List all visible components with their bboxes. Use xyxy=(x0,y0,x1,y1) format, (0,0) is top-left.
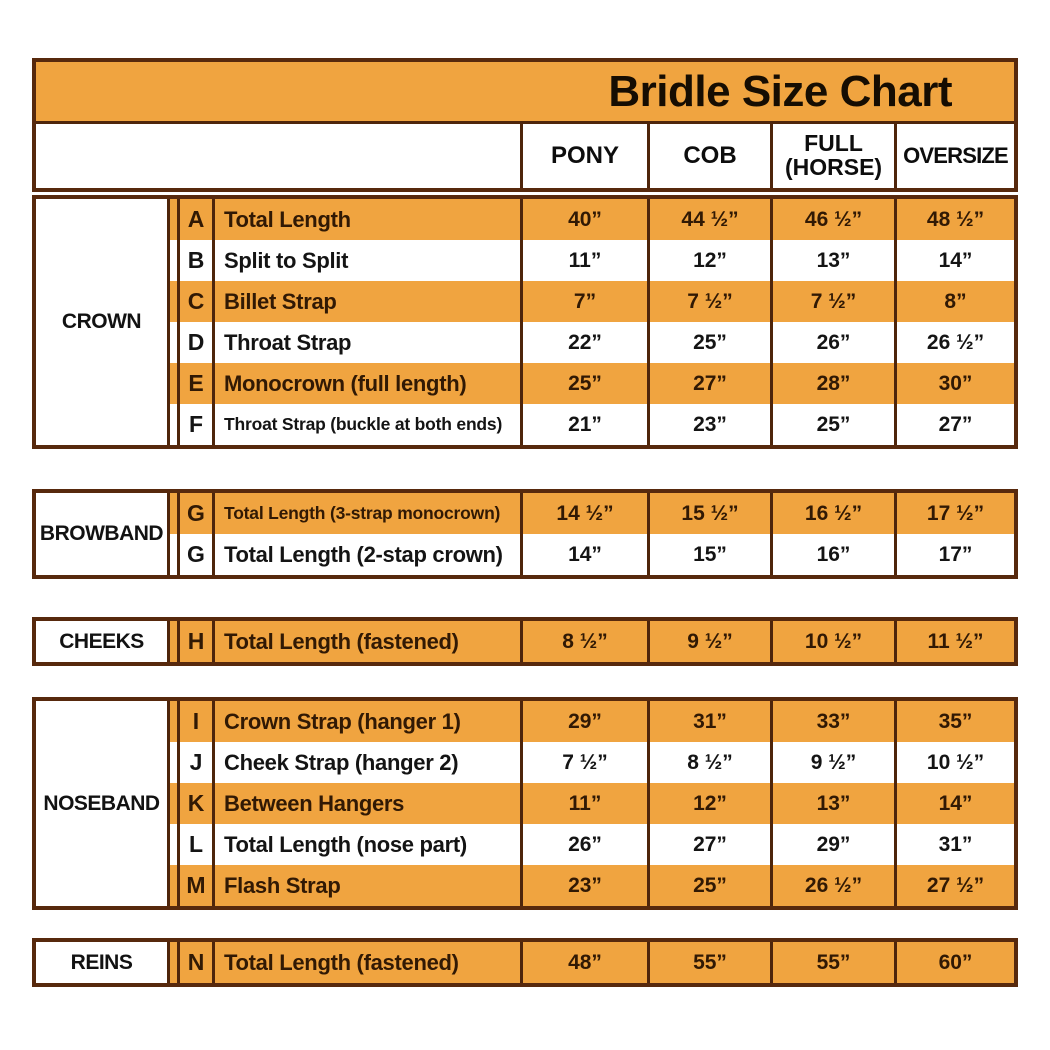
row-spacer xyxy=(170,363,177,404)
row-value-full-horse: 10 ½” xyxy=(770,621,894,662)
row-value-cob: 15” xyxy=(647,534,770,575)
row-value-oversize: 27” xyxy=(894,404,1014,445)
row-letter: N xyxy=(177,942,212,983)
size-sections xyxy=(32,195,1018,987)
table-row xyxy=(170,493,1014,534)
row-value-pony: 11” xyxy=(520,240,647,281)
row-value-oversize: 11 ½” xyxy=(894,621,1014,662)
row-value-full-horse: 28” xyxy=(770,363,894,404)
row-spacer xyxy=(170,701,177,742)
section-cheeks xyxy=(32,617,1018,666)
row-letter: E xyxy=(177,363,212,404)
row-value-oversize: 31” xyxy=(894,824,1014,865)
row-spacer xyxy=(170,281,177,322)
chart-header-block xyxy=(32,58,1018,192)
row-value-full-horse: 13” xyxy=(770,783,894,824)
row-spacer xyxy=(170,404,177,445)
row-value-full-horse: 16” xyxy=(770,534,894,575)
row-description: Billet Strap xyxy=(212,281,520,322)
row-value-pony: 23” xyxy=(520,865,647,906)
row-description: Total Length (fastened) xyxy=(212,621,520,662)
row-spacer xyxy=(170,942,177,983)
header-empty-cell xyxy=(36,124,520,188)
row-value-full-horse: 46 ½” xyxy=(770,199,894,240)
table-row xyxy=(170,865,1014,906)
row-description: Split to Split xyxy=(212,240,520,281)
row-value-oversize: 30” xyxy=(894,363,1014,404)
row-letter: G xyxy=(177,534,212,575)
row-letter: F xyxy=(177,404,212,445)
size-column-header-row xyxy=(36,124,1014,188)
row-description: Total Length (fastened) xyxy=(212,942,520,983)
table-row xyxy=(170,281,1014,322)
column-header-full-horse: FULL (HORSE) xyxy=(770,124,894,188)
row-description: Throat Strap xyxy=(212,322,520,363)
column-header-pony: PONY xyxy=(520,124,647,188)
row-letter: G xyxy=(177,493,212,534)
row-letter: D xyxy=(177,322,212,363)
row-value-oversize: 26 ½” xyxy=(894,322,1014,363)
row-value-cob: 31” xyxy=(647,701,770,742)
row-value-pony: 26” xyxy=(520,824,647,865)
row-letter: B xyxy=(177,240,212,281)
row-value-oversize: 8” xyxy=(894,281,1014,322)
row-value-full-horse: 16 ½” xyxy=(770,493,894,534)
row-value-full-horse: 29” xyxy=(770,824,894,865)
row-spacer xyxy=(170,742,177,783)
row-value-pony: 7” xyxy=(520,281,647,322)
row-value-pony: 40” xyxy=(520,199,647,240)
section-rows xyxy=(170,493,1014,575)
section-label: CROWN xyxy=(36,199,170,445)
section-label: CHEEKS xyxy=(36,621,170,662)
column-header-cob: COB xyxy=(647,124,770,188)
row-value-oversize: 10 ½” xyxy=(894,742,1014,783)
row-value-cob: 27” xyxy=(647,824,770,865)
row-value-oversize: 14” xyxy=(894,240,1014,281)
row-description: Total Length (nose part) xyxy=(212,824,520,865)
row-letter: M xyxy=(177,865,212,906)
row-value-pony: 48” xyxy=(520,942,647,983)
row-value-cob: 55” xyxy=(647,942,770,983)
row-value-oversize: 17 ½” xyxy=(894,493,1014,534)
row-value-cob: 7 ½” xyxy=(647,281,770,322)
row-value-oversize: 60” xyxy=(894,942,1014,983)
section-crown xyxy=(32,195,1018,449)
section-rows xyxy=(170,621,1014,662)
row-value-oversize: 14” xyxy=(894,783,1014,824)
row-value-pony: 29” xyxy=(520,701,647,742)
row-value-cob: 12” xyxy=(647,240,770,281)
section-noseband xyxy=(32,697,1018,910)
row-description: Total Length (3-strap monocrown) xyxy=(212,493,520,534)
row-value-full-horse: 26 ½” xyxy=(770,865,894,906)
row-letter: J xyxy=(177,742,212,783)
section-rows xyxy=(170,701,1014,906)
row-description: Monocrown (full length) xyxy=(212,363,520,404)
row-value-pony: 7 ½” xyxy=(520,742,647,783)
page-title: Bridle Size Chart xyxy=(36,62,1014,124)
row-description: Between Hangers xyxy=(212,783,520,824)
row-value-full-horse: 55” xyxy=(770,942,894,983)
row-value-full-horse: 26” xyxy=(770,322,894,363)
row-value-cob: 8 ½” xyxy=(647,742,770,783)
section-rows xyxy=(170,199,1014,445)
row-value-cob: 12” xyxy=(647,783,770,824)
row-value-full-horse: 7 ½” xyxy=(770,281,894,322)
row-value-full-horse: 9 ½” xyxy=(770,742,894,783)
table-row xyxy=(170,824,1014,865)
row-value-pony: 14” xyxy=(520,534,647,575)
row-value-cob: 15 ½” xyxy=(647,493,770,534)
table-row xyxy=(170,742,1014,783)
row-spacer xyxy=(170,322,177,363)
row-value-pony: 21” xyxy=(520,404,647,445)
row-letter: K xyxy=(177,783,212,824)
row-value-full-horse: 25” xyxy=(770,404,894,445)
table-row xyxy=(170,701,1014,742)
row-description: Total Length xyxy=(212,199,520,240)
table-row xyxy=(170,783,1014,824)
table-row xyxy=(170,199,1014,240)
row-spacer xyxy=(170,493,177,534)
row-spacer xyxy=(170,783,177,824)
row-letter: A xyxy=(177,199,212,240)
table-row xyxy=(170,534,1014,575)
row-spacer xyxy=(170,534,177,575)
row-value-cob: 25” xyxy=(647,865,770,906)
row-value-pony: 8 ½” xyxy=(520,621,647,662)
row-description: Throat Strap (buckle at both ends) xyxy=(212,404,520,445)
row-letter: H xyxy=(177,621,212,662)
row-spacer xyxy=(170,199,177,240)
row-description: Cheek Strap (hanger 2) xyxy=(212,742,520,783)
row-description: Total Length (2-stap crown) xyxy=(212,534,520,575)
row-value-oversize: 35” xyxy=(894,701,1014,742)
table-row xyxy=(170,942,1014,983)
row-value-cob: 23” xyxy=(647,404,770,445)
row-spacer xyxy=(170,621,177,662)
row-letter: L xyxy=(177,824,212,865)
row-description: Flash Strap xyxy=(212,865,520,906)
row-value-cob: 44 ½” xyxy=(647,199,770,240)
section-reins xyxy=(32,938,1018,987)
row-value-pony: 14 ½” xyxy=(520,493,647,534)
row-description: Crown Strap (hanger 1) xyxy=(212,701,520,742)
table-row xyxy=(170,404,1014,445)
section-label: REINS xyxy=(36,942,170,983)
section-browband xyxy=(32,489,1018,579)
row-value-pony: 22” xyxy=(520,322,647,363)
table-row xyxy=(170,363,1014,404)
row-letter: I xyxy=(177,701,212,742)
row-value-oversize: 48 ½” xyxy=(894,199,1014,240)
table-row xyxy=(170,322,1014,363)
row-value-pony: 25” xyxy=(520,363,647,404)
row-value-pony: 11” xyxy=(520,783,647,824)
row-value-oversize: 17” xyxy=(894,534,1014,575)
table-row xyxy=(170,240,1014,281)
section-rows xyxy=(170,942,1014,983)
row-value-oversize: 27 ½” xyxy=(894,865,1014,906)
row-spacer xyxy=(170,240,177,281)
column-header-oversize: OVERSIZE xyxy=(894,124,1014,188)
row-spacer xyxy=(170,824,177,865)
table-row xyxy=(170,621,1014,662)
row-value-full-horse: 33” xyxy=(770,701,894,742)
row-value-cob: 27” xyxy=(647,363,770,404)
row-letter: C xyxy=(177,281,212,322)
section-label: NOSEBAND xyxy=(36,701,170,906)
row-value-cob: 25” xyxy=(647,322,770,363)
row-spacer xyxy=(170,865,177,906)
section-label: BROWBAND xyxy=(36,493,170,575)
row-value-full-horse: 13” xyxy=(770,240,894,281)
row-value-cob: 9 ½” xyxy=(647,621,770,662)
